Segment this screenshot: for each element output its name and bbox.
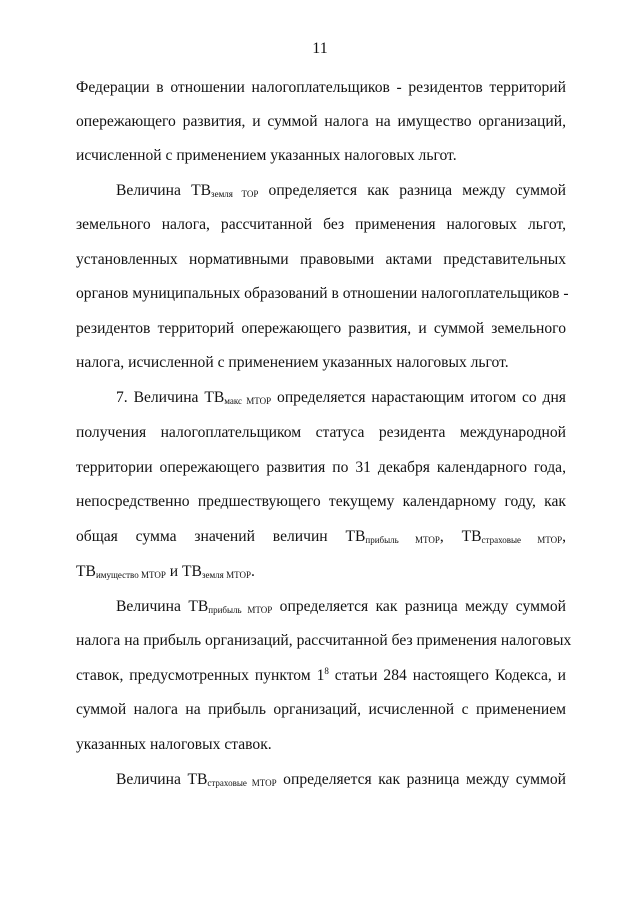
text-line: общая сумма значений величин $ТВ_{прибыль МТОР}$, $ТВ_{страховые МТОР}$, [76,528,566,545]
text-line: Федерации в отношении налогоплательщиков - резидентов территорий [76,79,566,96]
text-line: непосредственно предшествующего текущему календарному году, как [76,493,566,510]
text-line: Величина $ТВ_{прибыль МТОР}$ определяется как разница между суммой [116,598,566,615]
text-line: налога, исчисленной с применением указанных налоговых льгот. [76,354,509,371]
page-number: 11 [312,40,328,57]
text-line: указанных налоговых ставок. [76,736,272,753]
text-line: Величина $ТВ_{страховые МТОР}$ определяется как разница между суммой [116,771,566,788]
text-line: налога на прибыль организаций, рассчитанной без применения налоговых [76,632,572,649]
text-line: опережающего развития, и суммой налога на имущество организаций, [76,113,566,130]
text-line: 7. Величина $ТВ_{макс МТОР}$ определяется нарастающим итогом со дня [116,389,566,406]
text-line: $ТВ_{имущество МТОР}$ и $ТВ_{земля МТОР}$. [76,563,255,580]
text-line: суммой налога на прибыль организаций, исчисленной с применением [76,701,566,718]
text-line: земельного налога, рассчитанной без применения налоговых льгот, [76,216,566,233]
text-line: получения налогоплательщиком статуса резидента международной [76,424,566,441]
text-line: установленных нормативными правовыми актами представительных [76,251,566,268]
text-line: исчисленной с применением указанных налоговых льгот. [76,147,457,164]
text-line: Величина $ТВ_{земля ТОР}$ определяется как разница между суммой [116,182,566,199]
text-line: органов муниципальных образований в отношении налогоплательщиков - [76,285,569,302]
text-line: территории опережающего развития по 31 декабря календарного года, [76,459,566,476]
text-line: ставок, предусмотренных пунктом $1^8$ статьи 284 настоящего Кодекса, и [76,666,567,684]
text-line: резидентов территорий опережающего развития, и суммой земельного [76,320,566,337]
